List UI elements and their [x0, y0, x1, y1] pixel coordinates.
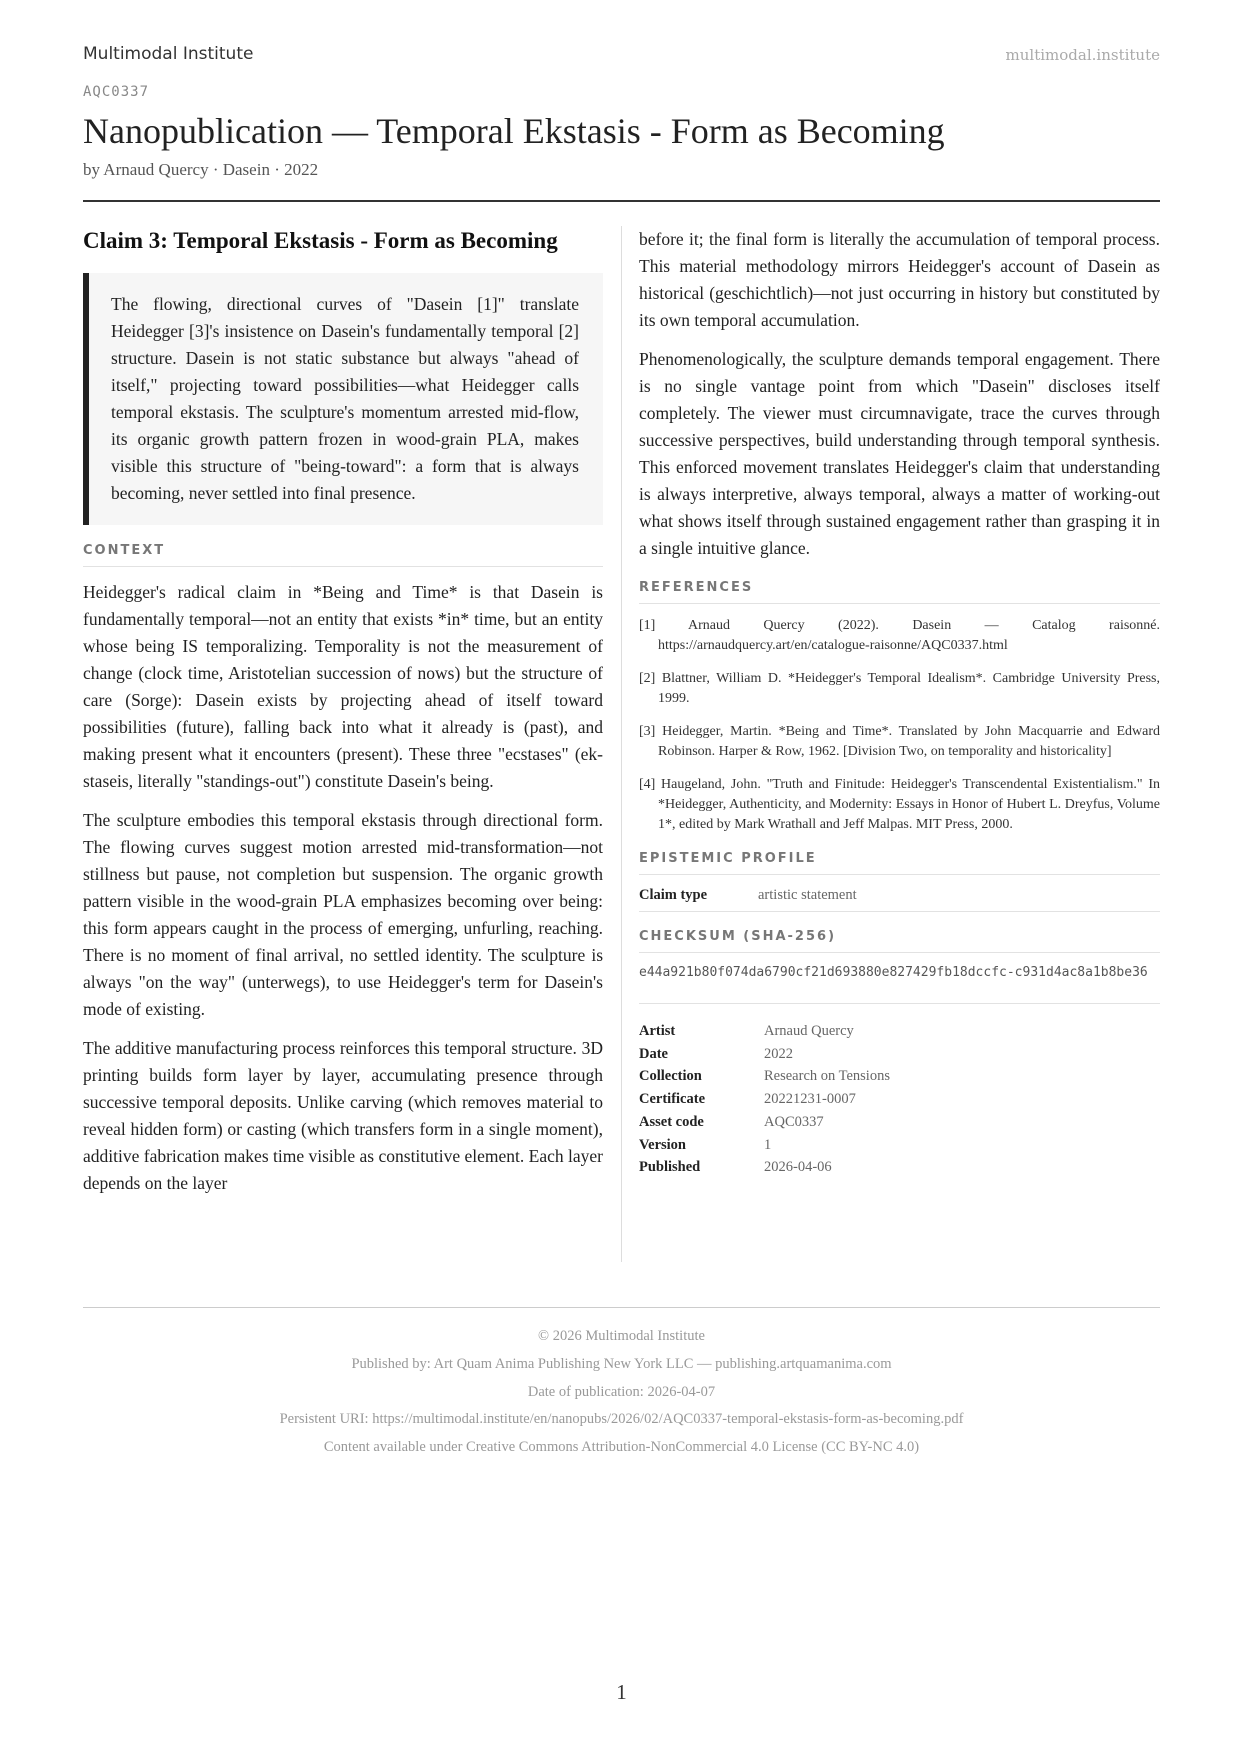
metadata-row: [639, 1134, 1160, 1157]
column-divider: [621, 226, 622, 1262]
checksum-value: e44a921b80f074da6790cf21d693880e827429fb18dccfc-c931d4ac8a1b8be36: [639, 953, 1160, 1004]
footer-rule: [83, 1307, 1160, 1308]
claim-type-label: Claim type: [639, 887, 708, 903]
byline: by Arnaud Quercy · Dasein · 2022: [83, 160, 319, 179]
epistemic-heading: EPISTEMIC PROFILE: [639, 851, 1160, 875]
claim-type-row: [639, 875, 1160, 912]
header-rule: [83, 200, 1160, 202]
footer-uri: Persistent URI: https://multimodal.institute/en/nanopubs/2026/02/AQC0337-temporal-ekstasis-form-as-becoming.pdf: [279, 1411, 964, 1428]
metadata-row: [639, 1156, 1160, 1179]
reference-item: [4] Haugeland, John. "Truth and Finitude: Heidegger's Transcendental Existentialism." In *Heidegger, Authenticity, and Modernity: Essays in Honor of Hubert L. Dreyfus, Volume 1*, edited by Mark Wrathall and Jeff Malpas. MIT Press, 2000.: [639, 777, 1160, 832]
reference-item: [3] Heidegger, Martin. *Being and Time*. Translated by John Macquarrie and Edward Robinson. Harper & Row, 1962. [Division Two, on temporality and historicality]: [639, 724, 1160, 759]
context-paragraph: The sculpture embodies this temporal ekstasis through directional form. The flowing curves suggest motion arrested mid-transformation—not stillness but pause, not completion but suspension. The organic growth pattern visible in the wood-grain PLA emphasizes becoming over being: this form appears caught in the process of emerging, unfurling, reaching. There is no moment of final arrival, no settled identity. The sculpture is always "on the way" (unterwegs), to use Heidegger's term for Dasein's mode of existing.: [83, 810, 603, 1019]
page-title: Nanopublication — Temporal Ekstasis - Form as Becoming: [83, 111, 945, 151]
metadata-label: Date: [639, 1045, 668, 1062]
document-page: [83, 0, 1160, 1754]
institute-site: multimodal.institute: [1005, 46, 1160, 64]
metadata-row: [639, 1111, 1160, 1134]
asset-code: AQC0337: [83, 84, 150, 100]
left-column: [83, 226, 603, 1197]
references-heading: REFERENCES: [639, 580, 1160, 604]
checksum-heading: CHECKSUM (SHA-256): [639, 929, 1160, 953]
metadata-label: Certificate: [639, 1091, 706, 1108]
metadata-label: Published: [639, 1159, 701, 1176]
footer-publisher: Published by: Art Quam Anima Publishing New York LLC — publishing.artquamanima.com: [351, 1355, 892, 1372]
metadata-value: 2022: [764, 1045, 793, 1062]
metadata-label: Artist: [639, 1023, 676, 1039]
metadata-row: [639, 1088, 1160, 1111]
context-paragraph-continued: Phenomenologically, the sculpture demands temporal engagement. There is no single vantage point from which "Dasein" discloses itself completely. The viewer must circumnavigate, trace the curves through successive perspectives, build understanding through temporal synthesis. This enforced movement translates Heidegger's claim that understanding is always interpretive, always temporal, always a matter of working-out what shows itself through sustained engagement rather than grasping it in a single intuitive glance.: [639, 349, 1160, 558]
metadata-value: 20221231-0007: [764, 1091, 856, 1108]
metadata-table: [639, 1020, 1160, 1179]
metadata-value: 1: [764, 1136, 772, 1153]
context-paragraph-continued: before it; the final form is literally the accumulation of temporal process. This material methodology mirrors Heidegger's account of Dasein as historical (geschichtlich)—not just occurring in history but constituted by its own temporal accumulation.: [639, 229, 1160, 330]
metadata-row: [639, 1043, 1160, 1066]
institute-name: Multimodal Institute: [83, 44, 254, 64]
claim-heading: Claim 3: Temporal Ekstasis - Form as Becoming: [83, 228, 558, 253]
metadata-label: Version: [639, 1136, 686, 1153]
metadata-value: AQC0337: [764, 1113, 824, 1130]
claim-quote: The flowing, directional curves of "Dasein [1]" translate Heidegger [3]'s insistence on Dasein's fundamentally temporal [2] structure. Dasein is not static substance but always "ahead of itself," projecting toward possibilities—what Heidegger calls temporal ekstasis. The sculpture's momentum arrested mid-flow, its organic growth pattern frozen in wood-grain PLA, makes visible this structure of "being-toward": a form that is always becoming, never settled into final presence.: [83, 273, 603, 525]
metadata-row: [639, 1065, 1160, 1088]
metadata-label: Asset code: [639, 1113, 704, 1130]
reference-item: [2] Blattner, William D. *Heidegger's Temporal Idealism*. Cambridge University Press, 1999.: [639, 671, 1160, 706]
context-paragraph: Heidegger's radical claim in *Being and Time* is that Dasein is fundamentally temporal—not an entity that exists *in* time, but an entity whose being IS temporalizing. Temporality is not the measurement of change (clock time, Aristotelian succession of nows) but the structure of care (Sorge): Dasein exists by projecting ahead of itself toward possibilities (future), falling back into what it already is (past), and making present what it encounters (present). These three "ecstases" (ek-staseis, literally "standings-out") constitute Dasein's being.: [83, 582, 603, 791]
metadata-row: [639, 1020, 1160, 1043]
reference-item: [1] Arnaud Quercy (2022). Dasein — Catalog raisonné. https://arnaudquercy.art/en/catalogue-raisonne/AQC0337.html: [639, 618, 1160, 653]
context-heading: CONTEXT: [83, 543, 603, 567]
metadata-value: Research on Tensions: [764, 1068, 890, 1085]
right-column: [639, 226, 1160, 1179]
footer-copyright: © 2026 Multimodal Institute: [538, 1328, 705, 1344]
footer-date: Date of publication: 2026-04-07: [527, 1383, 716, 1400]
claim-type-value: artistic statement: [758, 887, 857, 903]
metadata-value: Arnaud Quercy: [764, 1023, 854, 1039]
footer: [83, 1323, 1160, 1462]
footer-license: Content available under Creative Commons Attribution-NonCommercial 4.0 License (CC BY-NC 4.0): [323, 1439, 920, 1456]
references-list: [639, 616, 1160, 835]
context-paragraph: The additive manufacturing process reinforces this temporal structure. 3D printing builds form layer by layer, accumulating presence through successive temporal deposits. Unlike carving (which removes material to reveal hidden form) or casting (which transfers form in a single moment), additive fabrication makes time visible as constitutive element. Each layer depends on the layer: [83, 1038, 603, 1193]
metadata-label: Collection: [639, 1068, 702, 1085]
page-number: 1: [616, 1680, 627, 1704]
metadata-value: 2026-04-06: [764, 1159, 832, 1176]
